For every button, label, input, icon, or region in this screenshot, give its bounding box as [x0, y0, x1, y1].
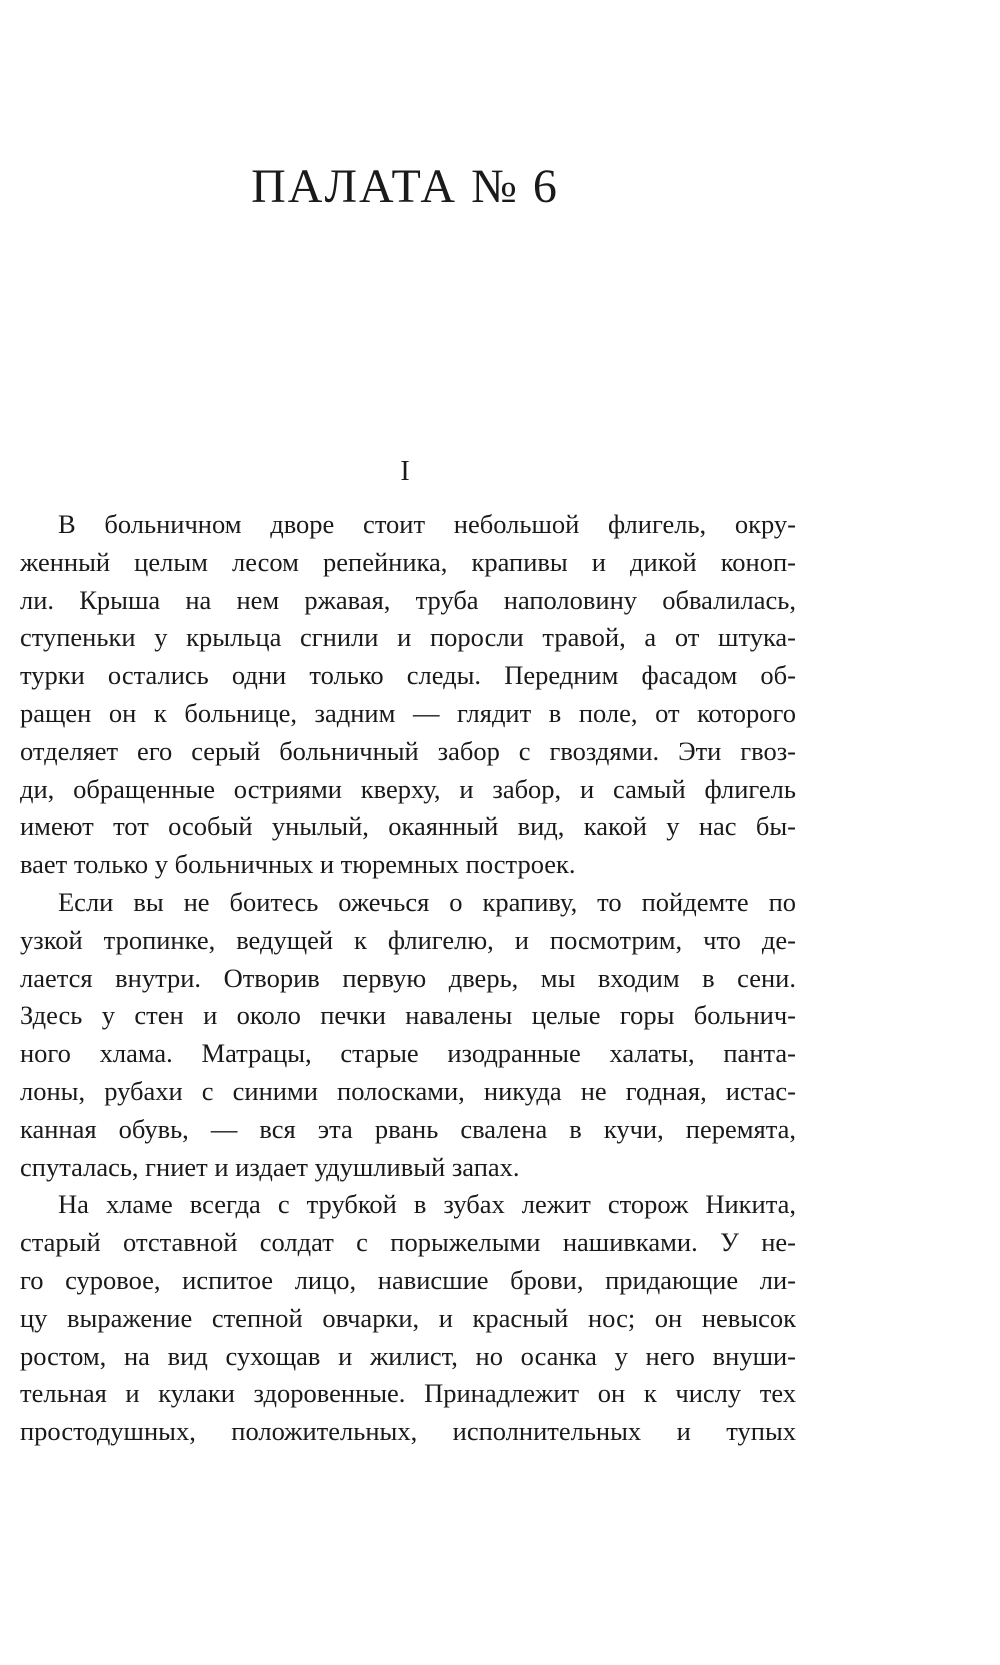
text-line: старый отставной солдат с порыжелыми нашивками. У не- — [20, 1227, 796, 1258]
text-line: В больничном дворе стоит небольшой флигель, окру- — [58, 509, 796, 539]
text-line: На хламе всегда с трубкой в зубах лежит сторож Никита, — [58, 1189, 796, 1220]
text-line: женный целым лесом репейника, крапивы и дикой коноп- — [20, 546, 796, 577]
body-text — [20, 506, 796, 1451]
text-line: имеют тот особый унылый, окаянный вид, какой у нас бы- — [20, 811, 796, 842]
text-line: Если вы не боитесь ожечься о крапиву, то пойдемте по — [58, 886, 796, 917]
text-line: узкой тропинке, ведущей к флигелю, и посмотрим, что де- — [20, 924, 796, 955]
text-line: ного хлама. Матрацы, старые изодранные халаты, панта- — [20, 1038, 796, 1069]
story-title: ПАЛАТА № 6 — [251, 160, 559, 213]
text-line: ростом, на вид сухощав и жилист, но осанка у него внуши- — [20, 1340, 796, 1371]
text-line: ли. Крыша на нем ржавая, труба наполовину обвалилась, — [20, 584, 796, 615]
text-line: спуталась, гниет и издает удушливый запах. — [20, 1151, 520, 1182]
text-line: лается внутри. Отворив первую дверь, мы входим в сени. — [20, 962, 796, 993]
text-line: турки остались одни только следы. Передним фасадом об- — [20, 660, 796, 691]
text-line: простодушных, положительных, исполнительных и тупых — [20, 1416, 796, 1447]
chapter-number: I — [400, 456, 410, 487]
text-line: ступеньки у крыльца сгнили и поросли травой, а от штука- — [20, 622, 796, 653]
text-line: канная обувь, — вся эта рвань свалена в кучи, перемята, — [20, 1113, 796, 1144]
text-line: ращен он к больнице, задним — глядит в поле, от которого — [20, 697, 796, 728]
text-line: цу выражение степной овчарки, и красный нос; он невысок — [20, 1302, 796, 1333]
text-line: Здесь у стен и около печки навалены целые горы больнич- — [20, 1000, 796, 1031]
text-line: тельная и кулаки здоровенные. Принадлежит он к числу тех — [20, 1378, 796, 1409]
text-line: го суровое, испитое лицо, нависшие брови, придающие ли- — [20, 1264, 796, 1295]
text-line: лоны, рубахи с синими полосками, никуда не годная, истас- — [20, 1075, 796, 1106]
text-line: отделяет его серый больничный забор с гвоздями. Эти гвоз- — [20, 735, 796, 766]
text-line: вает только у больничных и тюремных построек. — [20, 849, 576, 880]
text-line: ди, обращенные остриями кверху, и забор, и самый флигель — [20, 773, 796, 804]
